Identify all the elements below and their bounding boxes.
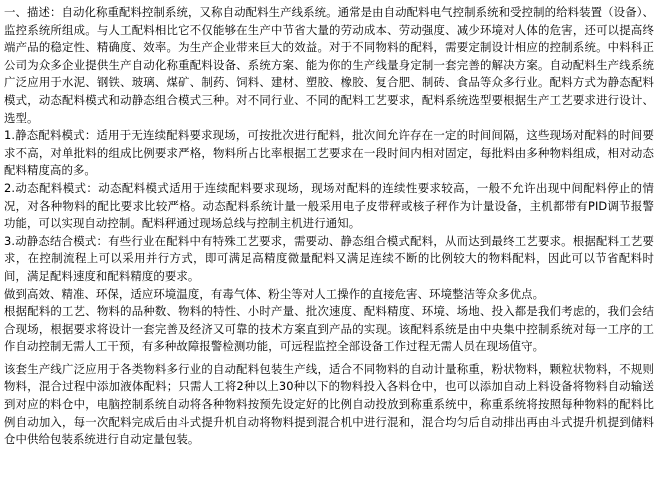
paragraph-production-line: 该套生产线广泛应用于各类物料多行业的自动配料包装生产线，适合不同物料的自动计量称重，粉状物料，颗粒状物料，不规则物料，混合过程中添加液体配料；只需人工将2种以上30种以下的物料投入各料仓中，也可以添加自动上料设备将物料自动输送到对应的料仓中，电脑控制系统自动将各种物料按预先设定好的比例自动投放到称重系统中，称重系统将按照每种物料的配料比例自动加入，每一次配料完成后由斗式提升机自动将物料提到混合机中进行混和，混合均匀后自动排出再由斗式提升机提到储料仓中供给包装系统进行自动定量包装。 bbox=[4, 361, 654, 447]
paragraph-static-mode: 1.静态配料模式：适用于无连续配料要求现场，可按批次进行配料，批次间允许存在一定的时间间隔，这些现场对配料的时间要求不高，对单批料的组成比例要求严格，物料所占比率根据工艺要求在一段时间内相对固定，每批料由多种物料组成，相对动态配料精度高的多。 bbox=[4, 128, 654, 178]
paragraph-description: 一、描述：自动化称重配料控制系统，又称自动配料生产线系统。通常是由自动配料电气控制系统和受控制的给料装置（设备）、监控系统所组成。与人工配料相比它不仅能够在生产中节省大量的劳动成本、劳动强度、减少环境对人体的危害，还可以提高终端产品的稳定性、精确度、效率。为生产企业带来巨大的效益。对于不同物料的配料，需要定制设计相应的控制系统。中料科正公司为众多企业提供生产自动化称重配料设备、系统方案、能为你的生产线量身定制一套完善的解决方案。自动配料生产线系统广泛应用于水泥、钢铁、玻璃、煤矿、制药、饲料、建材、塑胶、橡胶、复合肥、制砖、食品等众多行业。配料方式为静态配料模式，动态配料模式和动静态组合模式三种。对不同行业、不同的配料工艺要求，配料系统选型要根据生产工艺要求进行设计、选型。 bbox=[4, 5, 654, 125]
paragraph-dynamic-mode: 2.动态配料模式：动态配料模式适用于连续配料要求现场，现场对配料的连续性要求较高，一般不允许出现中间配料停止的情况，对各种物料的配比要求比较严格。动态配料系统计量一般采用电子皮带秤或核子秤作为计量设备，主机都带有PID调节报警功能，可以实现自动控制。配料秤通过现场总线与控制主机进行通知。 bbox=[4, 180, 654, 231]
paragraph-design-approach: 根据配料的工艺、物料的品种数、物料的特性、小时产量、批次速度、配料精度、环境、场地、投入都是我们考虑的，我们会结合现场，根据要求将设计一套完善及经济又可靠的技术方案直到产品的实现。该配料系统是由中央集中控制系统对每一工序的工作自动控制无需人工干预，有多种故障报警检测功能，可远程监控全部设备工作过程无需人员在现场值守。 bbox=[4, 304, 654, 354]
paragraph-advantages: 做到高效、精准、环保，适应环境温度，有毒气体、粉尘等对人工操作的直接危害、环境整洁等众多优点。 bbox=[4, 286, 545, 301]
paragraph-combined-mode: 3.动静态结合模式：有些行业在配料中有特殊工艺要求，需要动、静态组合模式配料，从而达到最终工艺要求。根据配料工艺要求，在控制流程上可以采用并行方式，即可满足高精度微量配料又满足连续不断的比例较大的物料配料，因此可以节省配料时间，满足配料速度和配料精度的要求。 bbox=[4, 233, 654, 283]
